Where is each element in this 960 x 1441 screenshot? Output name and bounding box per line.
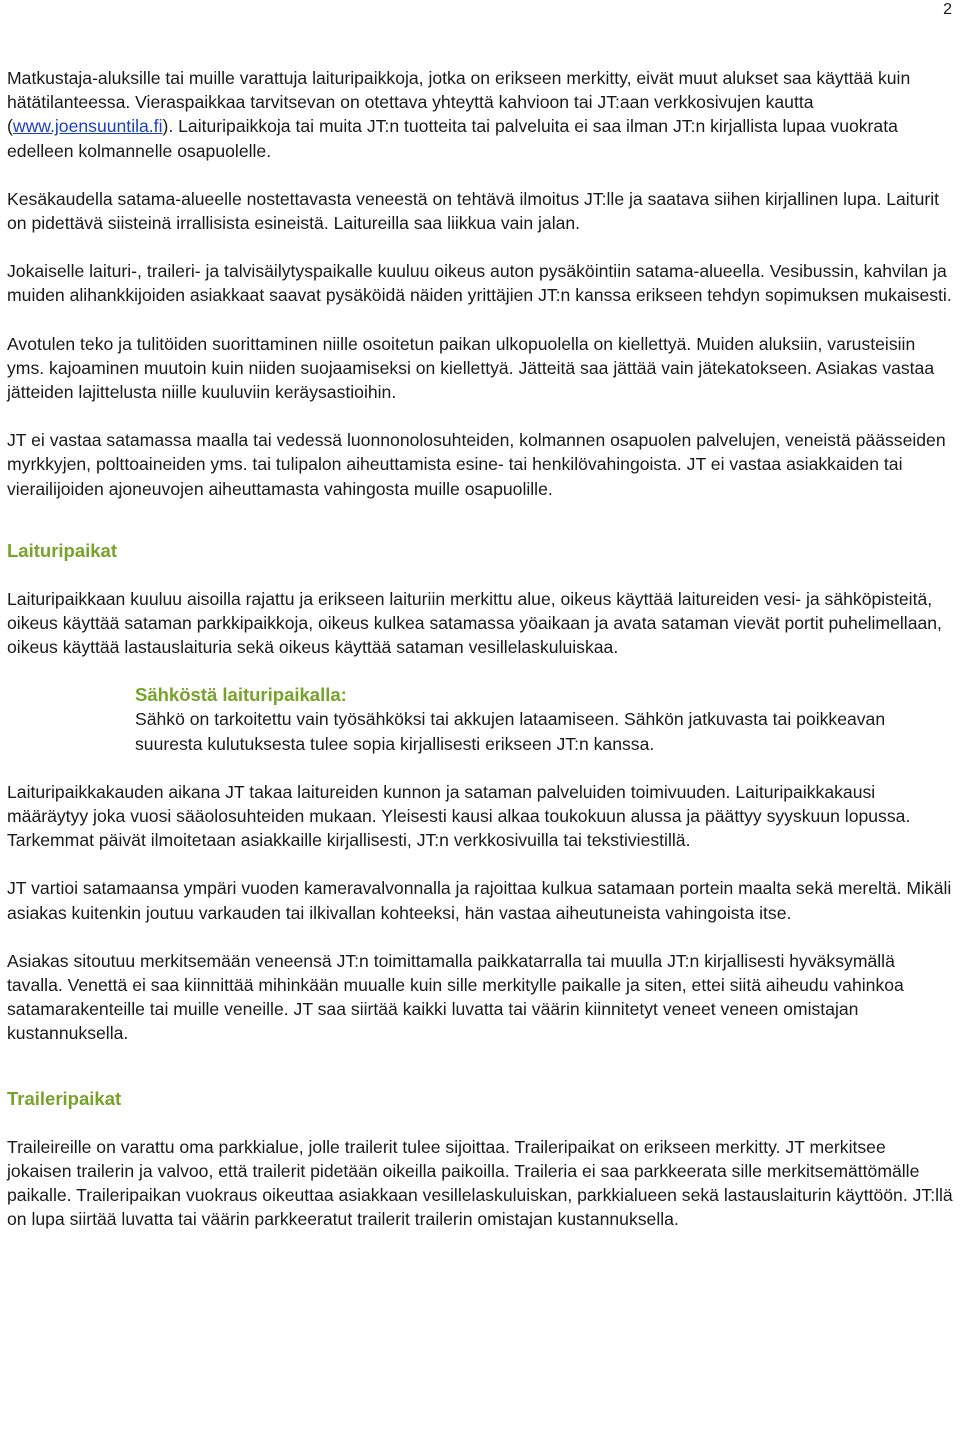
page-number: 2 <box>943 1 952 18</box>
section-heading-laituripaikat: Laituripaikat <box>7 539 117 561</box>
paragraph-traileri: Traileireille on varattu oma parkkialue, jolle trailerit tulee sijoittaa. Traileripaikat on erikseen merkitty. JT merkitsee jokaisen trailerin ja valvoo, että trailerit pidetään oikeilla paikoilla. Traileria ei saa parkkeerata sille merkitsemättömälle paikalle. Traileripaikan vuokraus oikeuttaa asiakkaan vesillelaskuluiskan, parkkialueen sekä lastauslaiturin käyttöön. JT:llä on lupa siirtää luvatta tai väärin parkkeeratut trailerit trailerin omistajan kustannuksella. <box>7 1136 953 1230</box>
paragraph-sahko: Sähkö on tarkoitettu vain työsähköksi tai akkujen lataamiseen. Sähkön jatkuvasta tai poikkeavan suuresta kulutuksesta tulee sopia kirjallisesti erikseen JT:n kanssa. <box>135 709 886 754</box>
paragraph-vastuu: JT ei vastaa satamassa maalla tai vedessä luonnonolosuhteiden, kolmannen osapuolen palvelujen, veneistä päässeiden myrkkyjen, polttoaineiden yms. tai tulipalon aiheuttamista esine- tai henkilövahingoista. JT ei vastaa asiakkaiden tai vierailijoiden ajoneuvojen aiheuttamasta vahingosta muille osapuolille. <box>7 430 946 499</box>
subsection-sahko <box>7 683 953 755</box>
section-heading-traileripaikat: Traileripaikat <box>7 1087 122 1109</box>
paragraph-merkinta: Asiakas sitoutuu merkitsemään veneensä JT:n toimittamalla paikkatarralla tai muulla JT:n kirjallisesti hyväksymällä tavalla. Venettä ei saa kiinnittää mihinkään muualle kuin sille merkitylle paikalle ja siten, ettei siitä aiheudu vahinkoa satamarakenteille tai muille veneille. JT saa siirtää kaikki luvatta tai väärin kiinnitetyt veneet veneen omistajan kustannuksella. <box>7 950 904 1044</box>
paragraph-vieraspaikat <box>7 66 953 163</box>
paragraph-text: Matkustaja-aluksille tai muille varattuja laituripaikkoja, jotka on erikseen merkitty, eivät muut alukset saa käyttää kuin hätätilanteessa. Vieraspaikkaa tarvitsevan on otettava yhteyttä kahvioon tai JT:aan verkkosivujen kautta ( <box>7 68 911 137</box>
subsection-heading-sahko: Sähköstä laituripaikalla: <box>135 684 347 706</box>
website-link[interactable]: www.joensuuntila.fi <box>12 116 163 137</box>
document-body <box>7 66 953 1256</box>
paragraph-vartiointi: JT vartioi satamaansa ympäri vuoden kameravalvonnalla ja rajoittaa kulkua satamaan portein maalta sekä mereltä. Mikäli asiakas kuitenkin joutuu varkauden tai ilkivallan kohteeksi, hän vastaa aiheutuneista vahingoista itse. <box>7 878 952 923</box>
paragraph-text: ). Laituripaikkoja tai muita JT:n tuotteita tai palveluita ei saa ilman JT:n kirjallista lupaa vuokrata edelleen kolmannelle osapuolelle. <box>7 116 898 161</box>
paragraph-avotuli: Avotulen teko ja tulitöiden suorittaminen niille osoitetun paikan ulkopuolella on kiellettyä. Muiden aluksiin, varusteisiin yms. kajoaminen muutoin kuin niiden suojaamiseksi on kiellettyä. Jätteitä saa jättää vain jätekatokseen. Asiakas vastaa jätteiden lajittelusta niille kuuluviin keräysastioihin. <box>7 333 935 403</box>
paragraph-kausi: Laituripaikkakauden aikana JT takaa laitureiden kunnon ja sataman palveluiden toimivuuden. Laituripaikkakausi määräytyy joka vuosi sääolosuhteiden mukaan. Yleisesti kausi alkaa toukokuun alussa ja päättyy syyskuun lopussa. Tarkemmat päivät ilmoitetaan asiakkaille kirjallisesti, JT:n verkkosivuilla tai tekstiviestillä. <box>7 781 911 851</box>
paragraph-pysakointi: Jokaiselle laituri-, traileri- ja talvisäilytyspaikalle kuuluu oikeus auton pysäköintiin satama-alueella. Vesibussin, kahvilan ja muiden alihankkijoiden asiakkaat saavat pysäköidä näiden yrittäjien JT:n kanssa erikseen tehdyn sopimuksen mukaisesti. <box>7 261 952 306</box>
paragraph-kesakausi: Kesäkaudella satama-alueelle nostettavasta veneestä on tehtävä ilmoitus JT:lle ja saatava siihen kirjallinen lupa. Laiturit on pidettävä siisteinä irrallisista esineistä. Laitureilla saa liikkua vain jalan. <box>7 188 940 234</box>
paragraph-laituripaikka: Laituripaikkaan kuuluu aisoilla rajattu ja erikseen laituriin merkittu alue, oikeus käyttää laitureiden vesi- ja sähköpisteitä, oikeus käyttää sataman parkkipaikkoja, oikeus kulkea satamassa yöaikaan ja avata sataman vievät portit puhelimellaan, oikeus käyttää lastauslaituria sekä oikeus käyttää sataman vesillelaskuluiskaa. <box>7 588 942 658</box>
